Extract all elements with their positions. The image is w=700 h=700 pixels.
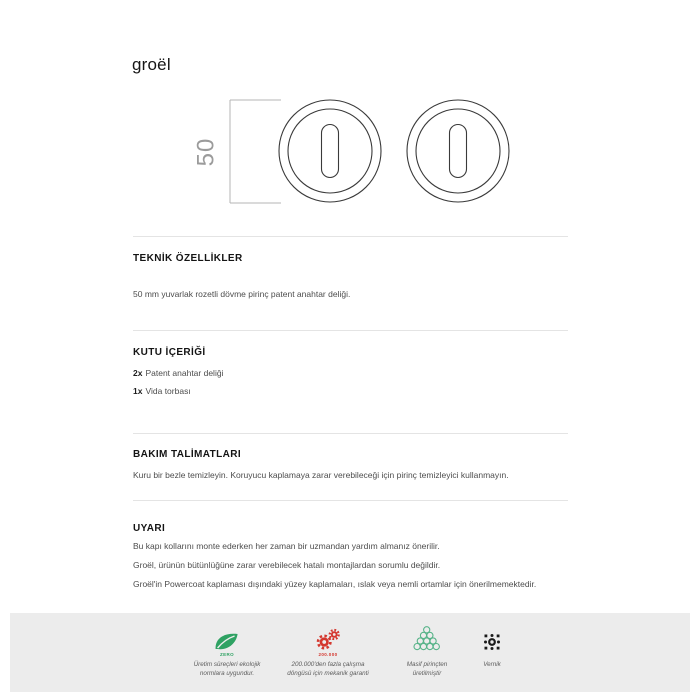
- left-keyhole-slot: [322, 125, 339, 178]
- dimension-label: 50: [192, 137, 220, 167]
- badge-caption: 200.000'den fazla çalışma döngüsü için mekanik garanti: [287, 661, 369, 677]
- dimension-line: [230, 100, 281, 203]
- feature-badges-strip: [10, 613, 690, 692]
- box-content-item: [133, 386, 191, 396]
- gears-icon: [315, 628, 341, 651]
- warning-line: Bu kapı kollarını monte ederken her zaman bir uzmandan yardım almanız önerilir.: [133, 541, 440, 551]
- section-divider: [133, 433, 568, 434]
- badge-label: ZERO: [219, 652, 235, 657]
- eco-leaf-icon: [214, 631, 240, 651]
- brass-pyramid-icon: [413, 626, 441, 651]
- warning-text-block: [133, 541, 593, 598]
- badge-label: 200.000: [318, 652, 338, 657]
- badge-label: [483, 652, 501, 658]
- right-escutcheon: [407, 100, 509, 202]
- badge-caption: Masif pirinçten üretilmiştir: [406, 661, 448, 677]
- section-heading-warning: UYARI: [133, 523, 166, 534]
- section-heading-care-instructions: BAKIM TALİMATLARI: [133, 449, 242, 460]
- section-divider: [133, 330, 568, 331]
- brand-logo: groël: [132, 55, 171, 74]
- badge-label: [407, 652, 448, 658]
- item-quantity: 2x: [133, 368, 143, 378]
- technical-specs-text: 50 mm yuvarlak rozetli dövme pirinç patent anahtar deliği.: [133, 289, 351, 299]
- badge-caption: Üretim süreçleri ekolojik normlara uygundur.: [193, 661, 261, 677]
- badge-caption: Vernik: [483, 661, 501, 668]
- item-label: Patent anahtar deliği: [145, 368, 224, 378]
- item-quantity: 1x: [133, 386, 143, 396]
- varnish-dots-icon: [483, 633, 501, 651]
- box-content-item: [133, 368, 223, 378]
- section-divider: [133, 236, 568, 237]
- badge-ecological: [194, 625, 261, 678]
- section-divider: [133, 500, 568, 501]
- badge-mechanical-warranty: [287, 625, 369, 678]
- care-instructions-text: Kuru bir bezle temizleyin. Koruyucu kaplamaya zarar verebileceği için pirinç temizleyici kullanmayın.: [133, 470, 509, 480]
- warning-line: Groël, ürünün bütünlüğüne zarar verebilecek hatalı montajlardan sorumlu değildir.: [133, 560, 441, 570]
- right-keyhole-slot: [450, 125, 467, 178]
- left-escutcheon: [279, 100, 381, 202]
- warning-line: Groël'in Powercoat kaplaması dışındaki yüzey kaplamaları, ıslak veya nemli ortamlar için önerilmemektedir.: [133, 579, 537, 589]
- section-heading-technical-specs: TEKNİK ÖZELLİKLER: [133, 253, 243, 264]
- technical-drawing: [178, 88, 514, 216]
- badge-varnish: [483, 625, 501, 670]
- section-heading-box-contents: KUTU İÇERİĞİ: [133, 347, 206, 358]
- badge-solid-brass: [407, 625, 448, 678]
- item-label: Vida torbası: [145, 386, 191, 396]
